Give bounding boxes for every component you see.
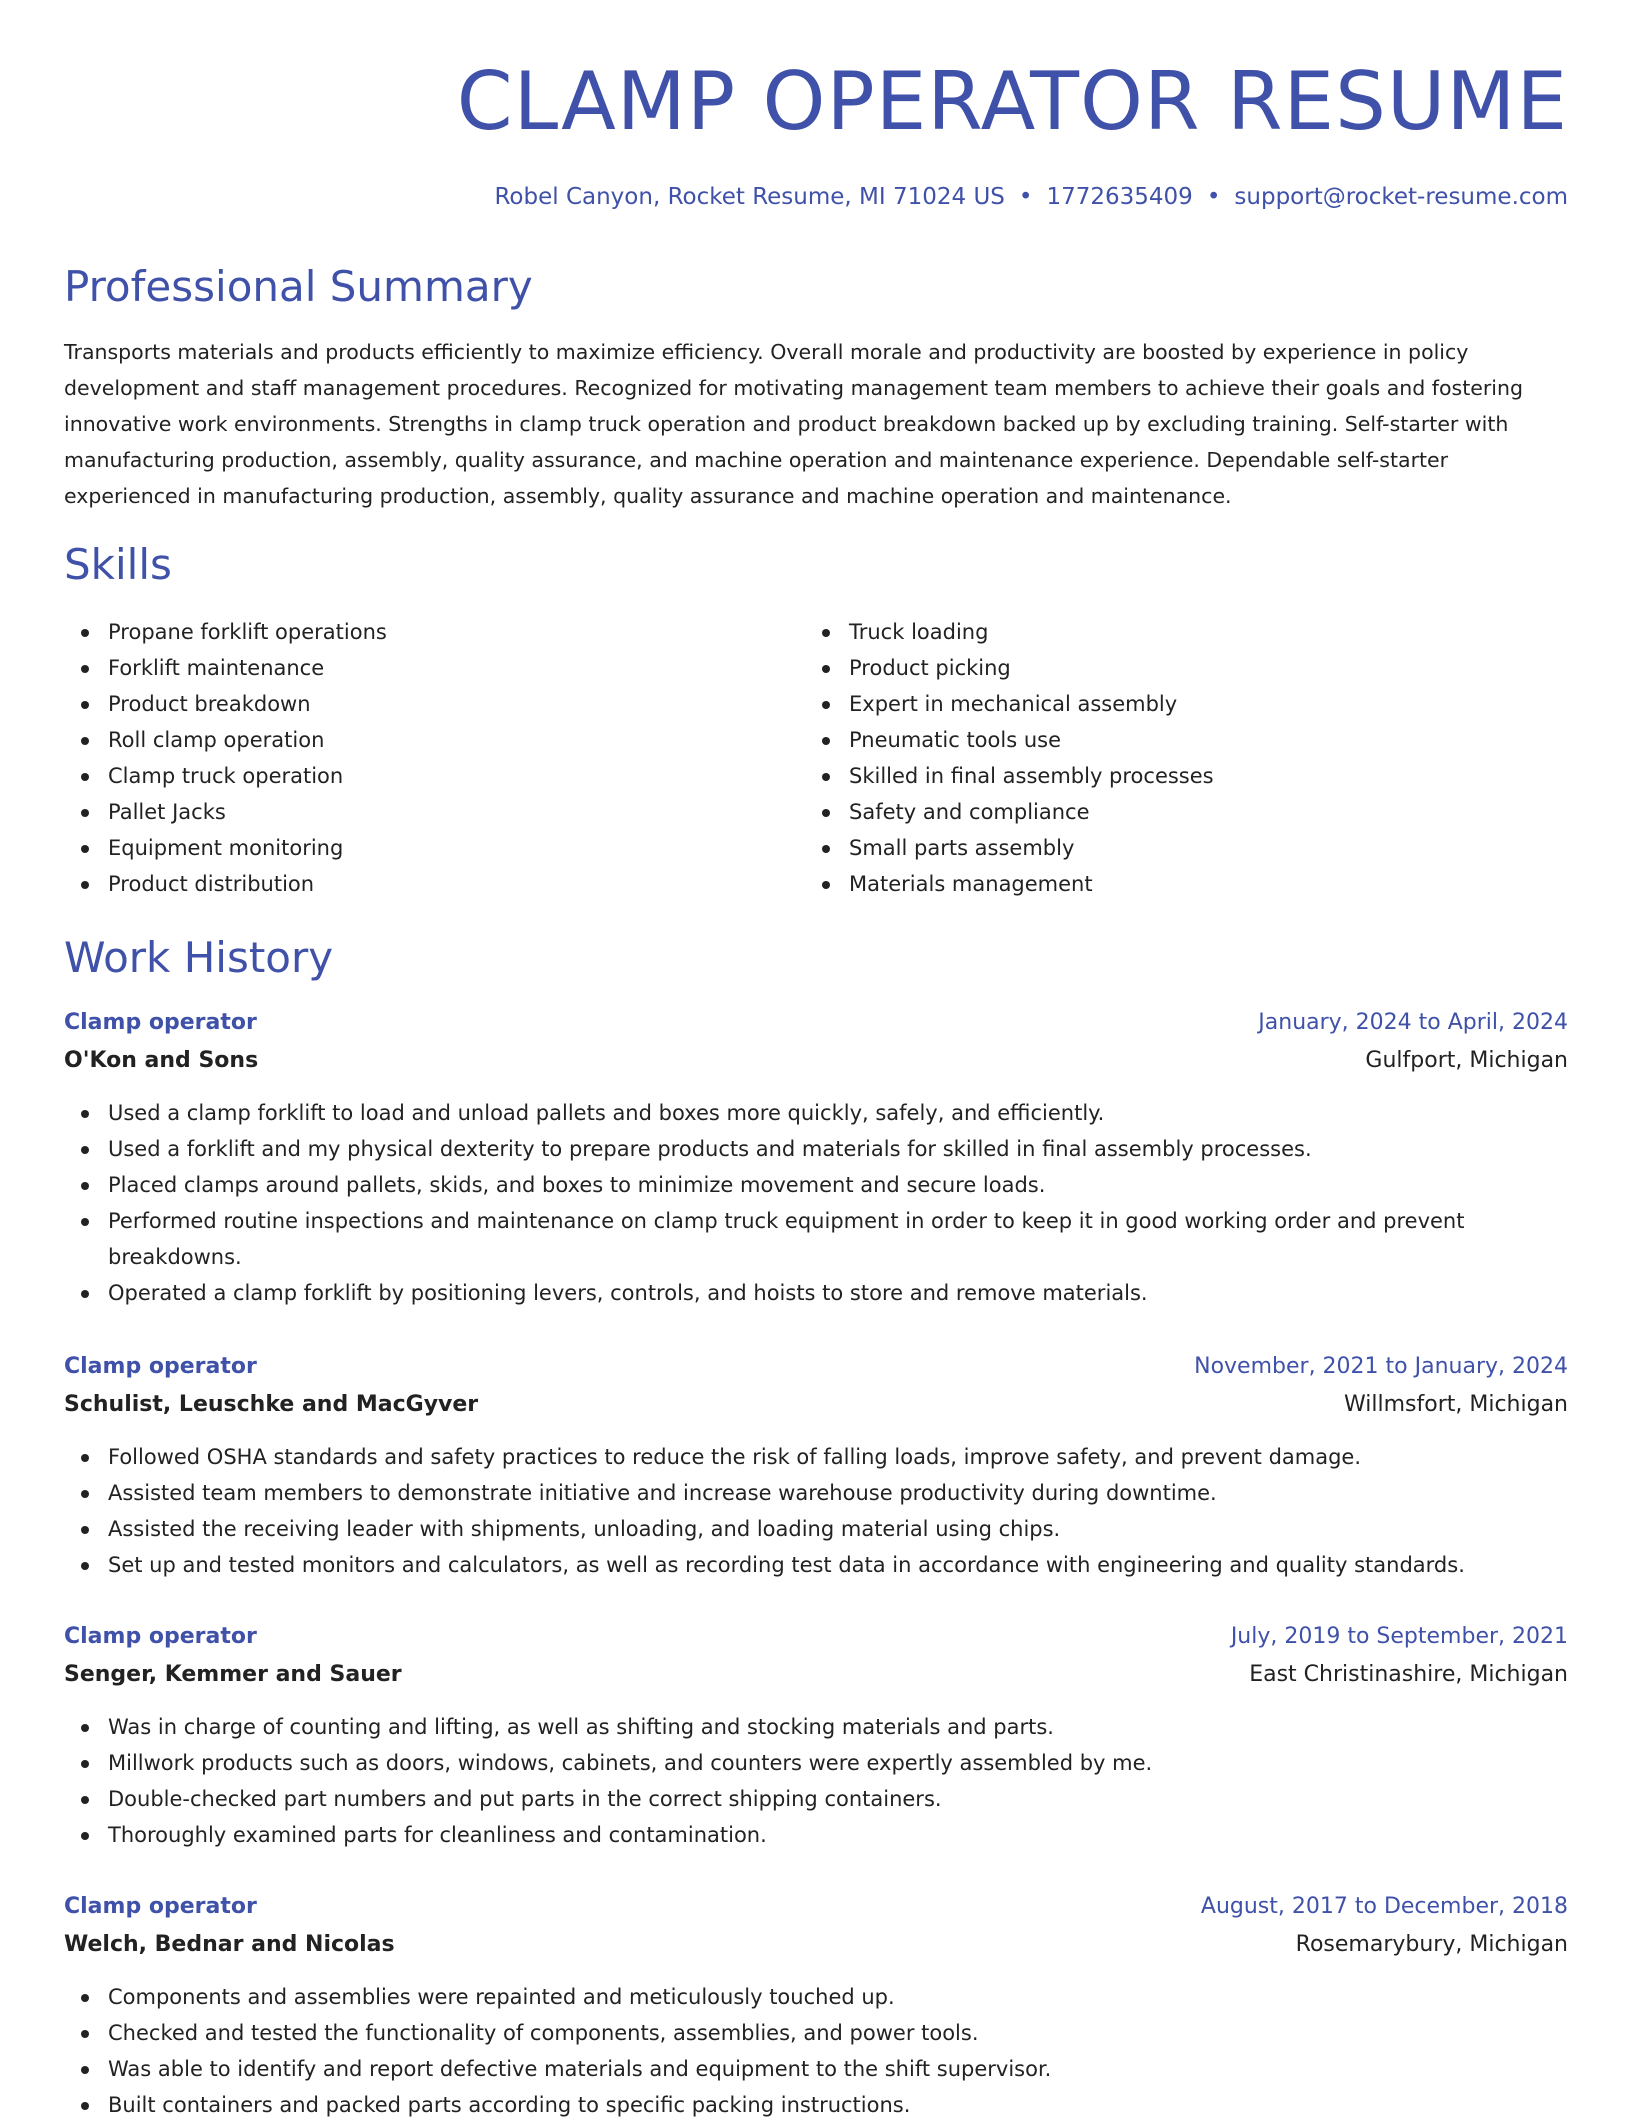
skill-item: Roll clamp operation xyxy=(64,722,764,758)
job-bullet: Thoroughly examined parts for cleanliness and contamination. xyxy=(64,1817,1568,1853)
skills-list-left xyxy=(64,614,764,902)
job-dates: July, 2019 to September, 2021 xyxy=(1230,1624,1568,1649)
job-title: Clamp operator xyxy=(64,1354,257,1379)
skill-item: Pallet Jacks xyxy=(64,794,764,830)
skill-item: Truck loading xyxy=(805,614,1568,650)
job-company: Welch, Bednar and Nicolas xyxy=(64,1932,395,1957)
job-title: Clamp operator xyxy=(64,1010,257,1035)
skill-item: Small parts assembly xyxy=(805,830,1568,866)
job-bullet: Performed routine inspections and maintenance on clamp truck equipment in order to keep it in good working order and prevent breakdowns. xyxy=(64,1203,1568,1275)
contact-separator: • xyxy=(1206,184,1221,210)
job-title: Clamp operator xyxy=(64,1894,257,1919)
job-bullet: Used a forklift and my physical dexterity to prepare products and materials for skilled in final assembly processes. xyxy=(64,1131,1568,1167)
job-bullet: Was in charge of counting and lifting, as well as shifting and stocking materials and parts. xyxy=(64,1709,1568,1745)
job-bullet: Components and assemblies were repainted and meticulously touched up. xyxy=(64,1979,1568,2015)
job-location: East Christinashire, Michigan xyxy=(1249,1662,1568,1687)
job-dates: August, 2017 to December, 2018 xyxy=(1200,1894,1568,1919)
summary-text: Transports materials and products efficiently to maximize efficiency. Overall morale and productivity are boosted by experience in policy development and staff management procedures. Recognized for motivating management team members to achieve their goals and fostering innovative work environments. Strengths in clamp truck operation and product breakdown backed up by excluding training. Self-starter with manufacturing production, assembly, quality assurance, and machine operation and maintenance experience. Dependable self-starter experienced in manufacturing production, assembly, quality assurance and machine operation and maintenance. xyxy=(64,340,1523,508)
resume-title: CLAMP OPERATOR RESUME xyxy=(456,55,1568,148)
skill-item: Clamp truck operation xyxy=(64,758,764,794)
job-bullet: Set up and tested monitors and calculators, as well as recording test data in accordance with engineering and quality standards. xyxy=(64,1547,1568,1583)
job-header xyxy=(64,1889,1568,1967)
job-location: Willmsfort, Michigan xyxy=(1344,1392,1568,1417)
job-bullets xyxy=(64,1979,1568,2123)
job-bullet: Assisted the receiving leader with shipments, unloading, and loading material using chips. xyxy=(64,1511,1568,1547)
skill-item: Product picking xyxy=(805,650,1568,686)
job-entry xyxy=(64,1619,1568,1853)
contact-phone: 1772635409 xyxy=(1046,184,1193,210)
job-bullets xyxy=(64,1439,1568,1583)
job-location: Gulfport, Michigan xyxy=(1365,1048,1568,1073)
job-bullet: Checked and tested the functionality of components, assemblies, and power tools. xyxy=(64,2015,1568,2051)
contact-separator: • xyxy=(1018,184,1033,210)
contact-email: support@rocket-resume.com xyxy=(1234,184,1568,210)
job-header xyxy=(64,1349,1568,1427)
summary-heading: Professional Summary xyxy=(64,262,533,311)
job-dates: November, 2021 to January, 2024 xyxy=(1194,1354,1568,1379)
contact-address: Robel Canyon, Rocket Resume, MI 71024 US xyxy=(494,184,1005,210)
skills-list-right xyxy=(805,614,1568,902)
skill-item: Pneumatic tools use xyxy=(805,722,1568,758)
job-entry xyxy=(64,1889,1568,2123)
skill-item: Materials management xyxy=(805,866,1568,902)
work-history-heading: Work History xyxy=(64,933,334,982)
job-bullet: Placed clamps around pallets, skids, and boxes to minimize movement and secure loads. xyxy=(64,1167,1568,1203)
skill-item: Propane forklift operations xyxy=(64,614,764,650)
skill-item: Skilled in final assembly processes xyxy=(805,758,1568,794)
job-bullet: Millwork products such as doors, windows, cabinets, and counters were expertly assembled by me. xyxy=(64,1745,1568,1781)
skill-item: Product distribution xyxy=(64,866,764,902)
skill-item: Expert in mechanical assembly xyxy=(805,686,1568,722)
job-bullet: Was able to identify and report defective materials and equipment to the shift supervisor. xyxy=(64,2051,1568,2087)
contact-line xyxy=(494,180,1568,214)
skill-item: Equipment monitoring xyxy=(64,830,764,866)
job-bullets xyxy=(64,1095,1568,1311)
job-entry xyxy=(64,1005,1568,1311)
job-title: Clamp operator xyxy=(64,1624,257,1649)
job-bullet: Operated a clamp forklift by positioning levers, controls, and hoists to store and remove materials. xyxy=(64,1275,1568,1311)
skills-column-right xyxy=(805,614,1568,902)
job-bullet: Used a clamp forklift to load and unload pallets and boxes more quickly, safely, and efficiently. xyxy=(64,1095,1568,1131)
job-company: O'Kon and Sons xyxy=(64,1048,259,1073)
job-header xyxy=(64,1005,1568,1083)
job-company: Schulist, Leuschke and MacGyver xyxy=(64,1392,479,1417)
job-bullets xyxy=(64,1709,1568,1853)
job-bullet: Double-checked part numbers and put parts in the correct shipping containers. xyxy=(64,1781,1568,1817)
skill-item: Forklift maintenance xyxy=(64,650,764,686)
job-company: Senger, Kemmer and Sauer xyxy=(64,1662,402,1687)
skills-heading: Skills xyxy=(64,540,172,589)
job-bullet: Followed OSHA standards and safety practices to reduce the risk of falling loads, improve safety, and prevent damage. xyxy=(64,1439,1568,1475)
skill-item: Product breakdown xyxy=(64,686,764,722)
job-header xyxy=(64,1619,1568,1697)
job-location: Rosemarybury, Michigan xyxy=(1295,1932,1568,1957)
job-bullet: Assisted team members to demonstrate initiative and increase warehouse productivity during downtime. xyxy=(64,1475,1568,1511)
skill-item: Safety and compliance xyxy=(805,794,1568,830)
skills-column-left xyxy=(64,614,764,902)
job-entry xyxy=(64,1349,1568,1583)
job-bullet: Built containers and packed parts according to specific packing instructions. xyxy=(64,2087,1568,2123)
job-dates: January, 2024 to April, 2024 xyxy=(1258,1010,1568,1035)
